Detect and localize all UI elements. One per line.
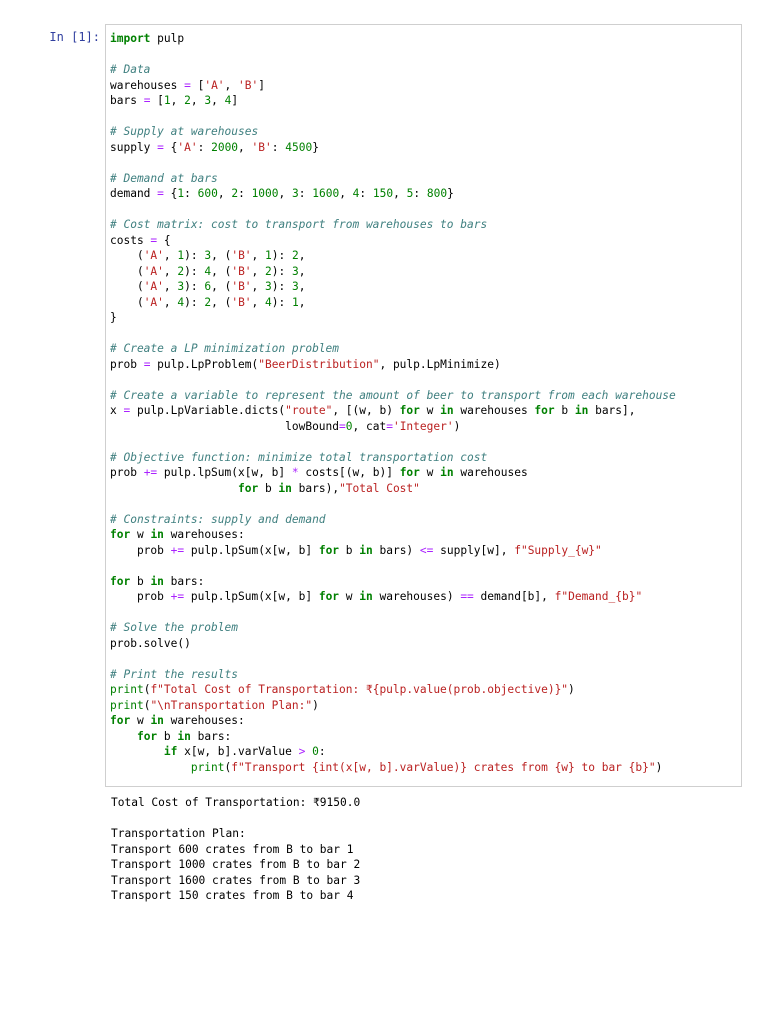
cell-output — [111, 795, 360, 904]
code-line — [110, 326, 676, 342]
output-line: Transport 1600 crates from B to bar 3 — [111, 873, 361, 887]
code-line: print(f"Total Cost of Transportation: ₹{pulp.value(prob.objective)}") — [110, 683, 575, 696]
code-editor[interactable] — [110, 31, 676, 775]
code-line: for b in bars: — [110, 574, 205, 588]
code-line: ('A', 3): 6, ('B', 3): 3, — [110, 280, 306, 293]
code-line: ('A', 1): 3, ('B', 1): 2, — [110, 249, 306, 262]
output-line: Total Cost of Transportation: ₹9150.0 — [111, 796, 361, 809]
code-line: demand = {1: 600, 2: 1000, 3: 1600, 4: 150, 5: 800} — [110, 187, 454, 200]
code-line: for b in bars),"Total Cost" — [237, 481, 420, 495]
code-line — [110, 558, 676, 574]
code-line: for b in bars: — [136, 729, 232, 743]
code-line: # Create a variable to represent the amount of beer to transport from each warehouse — [110, 388, 676, 402]
output-line: Transport 1000 crates from B to bar 2 — [111, 858, 361, 871]
code-line: warehouses = ['A', 'B'] — [110, 78, 265, 92]
code-line: costs = { — [110, 233, 171, 247]
code-line: prob += pulp.lpSum(x[w, b] for b in bars) <= supply[w], f"Supply_{w}" — [110, 543, 602, 557]
code-line: print("\nTransportation Plan:") — [110, 698, 319, 712]
code-line: supply = {'A': 2000, 'B': 4500} — [110, 140, 319, 154]
code-line — [110, 496, 676, 512]
code-line: } — [110, 311, 117, 324]
code-line: prob += pulp.lpSum(x[w, b] * costs[(w, b)] for w in warehouses — [110, 466, 528, 479]
output-line — [111, 811, 360, 827]
code-line: # Demand at bars — [110, 171, 218, 185]
code-line — [110, 605, 676, 621]
code-line: # Cost matrix: cost to transport from warehouses to bars — [110, 218, 488, 231]
code-line — [110, 651, 676, 667]
code-line — [110, 155, 676, 171]
code-cell[interactable] — [105, 24, 742, 787]
code-line: # Solve the problem — [110, 621, 238, 634]
code-line: bars = [1, 2, 3, 4] — [110, 94, 239, 107]
code-line: for w in warehouses: — [110, 714, 245, 727]
output-line: Transport 150 crates from B to bar 4 — [111, 889, 354, 902]
code-line: print(f"Transport {int(x[w, b].varValue)} crates from {w} to bar {b}") — [190, 760, 663, 774]
input-prompt: In [1]: — [49, 30, 100, 44]
code-line: # Objective function: minimize total transportation cost — [110, 450, 488, 464]
output-line: Transport 600 crates from B to bar 1 — [111, 842, 354, 856]
code-line: # Data — [110, 63, 151, 76]
code-line: ('A', 4): 2, ('B', 4): 1, — [110, 295, 306, 309]
code-line: if x[w, b].varValue > 0: — [163, 745, 326, 758]
output-line: Transportation Plan: — [111, 827, 246, 840]
code-line: # Create a LP minimization problem — [110, 342, 340, 355]
code-line: ('A', 2): 4, ('B', 2): 3, — [110, 264, 306, 278]
code-line: import pulp — [110, 32, 185, 45]
code-line — [110, 47, 676, 63]
code-line: lowBound=0, cat='Integer') — [110, 419, 461, 433]
code-line: prob = pulp.LpProblem("BeerDistribution", pulp.LpMinimize) — [110, 357, 501, 371]
code-line: prob.solve() — [110, 636, 191, 650]
code-line — [110, 434, 676, 450]
code-line — [110, 372, 676, 388]
code-line: for w in warehouses: — [110, 528, 245, 541]
code-line — [110, 109, 676, 125]
code-line: x = pulp.LpVariable.dicts("route", [(w, b) for w in warehouses for b in bars], — [110, 404, 636, 417]
code-line: # Constraints: supply and demand — [110, 512, 326, 526]
code-line: # Print the results — [110, 667, 238, 681]
code-line — [110, 202, 676, 218]
code-line: # Supply at warehouses — [110, 125, 259, 138]
code-line: prob += pulp.lpSum(x[w, b] for w in warehouses) == demand[b], f"Demand_{b}" — [110, 590, 643, 603]
